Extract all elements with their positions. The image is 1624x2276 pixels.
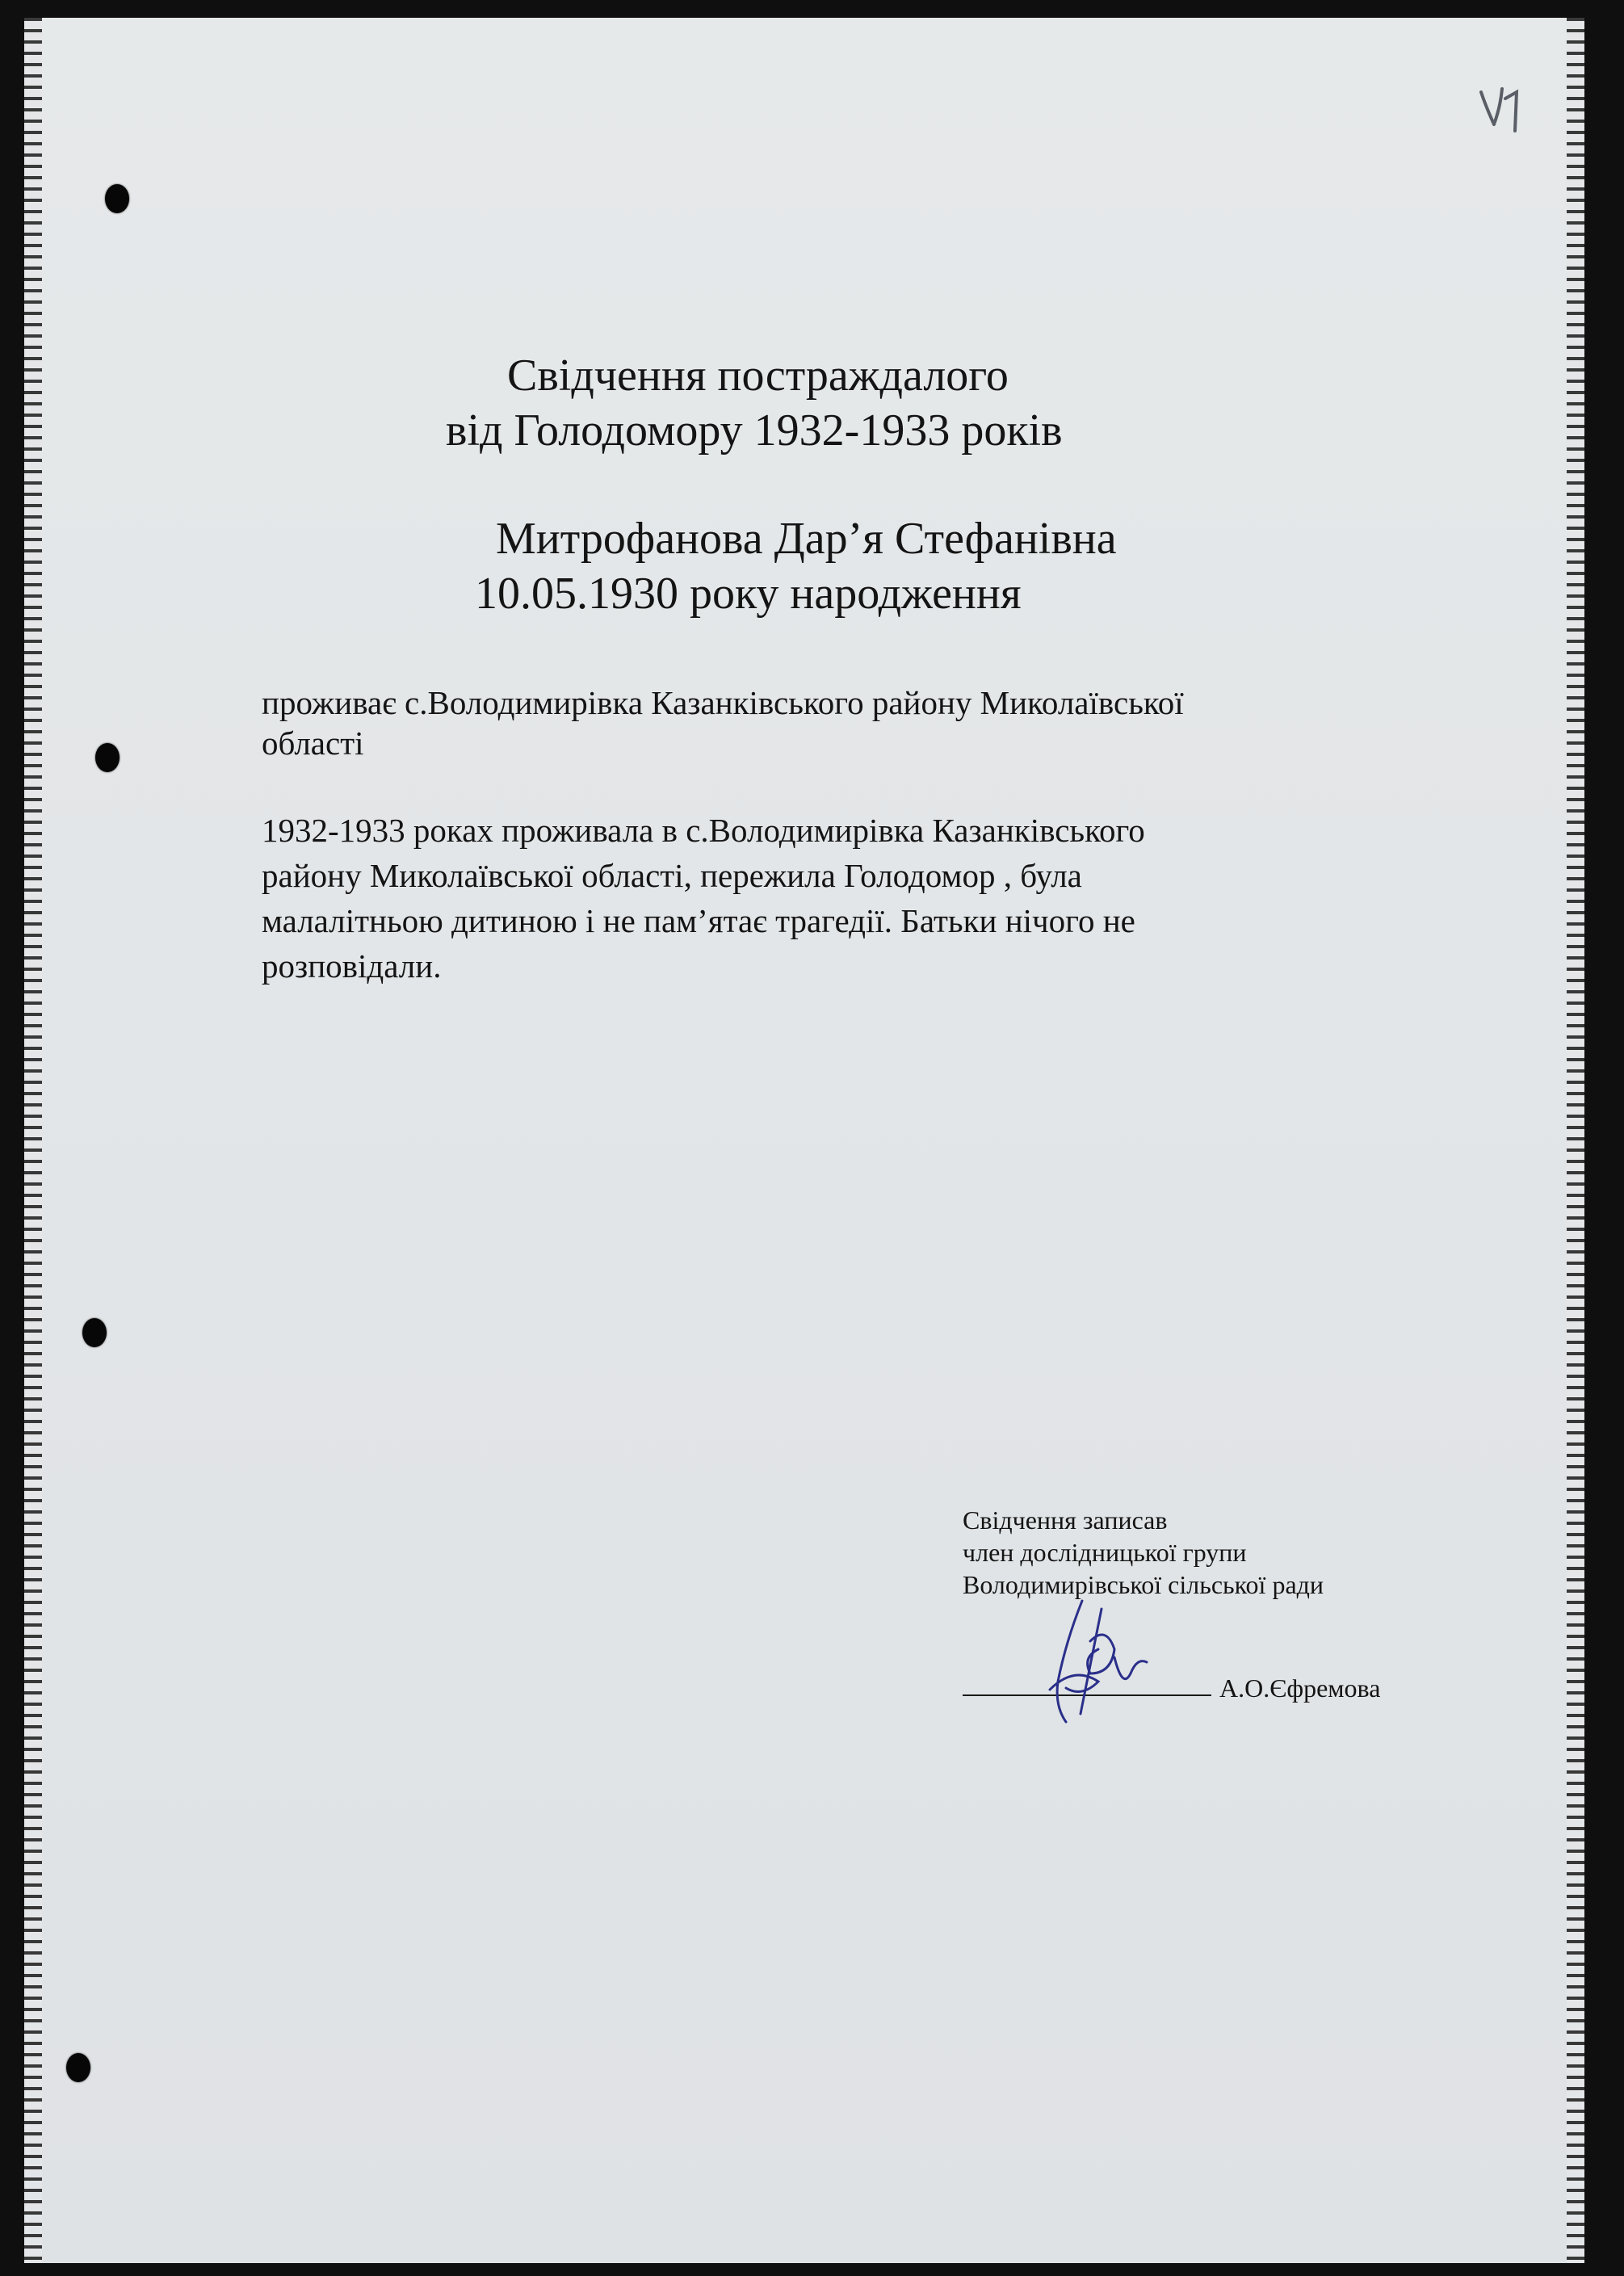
punch-hole — [95, 743, 120, 772]
archive-number-mark — [1470, 74, 1542, 147]
recorder-name: А.О.Єфремова — [1219, 1673, 1381, 1703]
title-line-1: Свідчення постраждалого — [507, 351, 1009, 401]
perforated-edge-left — [24, 18, 42, 2263]
witness-name: Митрофанова Дар’я Стефанівна — [496, 514, 1117, 564]
residence-line-1: проживає с.Володимирівка Казанківського району Миколаївської — [262, 684, 1184, 721]
title-line-2: від Голодомору 1932-1933 років — [446, 405, 1063, 456]
testimony-line-3: малалітньою дитиною і не пам’ятає трагедії. Батьки нічого не — [262, 902, 1135, 939]
testimony-line-1: 1932-1933 роках проживала в с.Володимирівка Казанківського — [262, 812, 1145, 849]
punch-hole — [105, 184, 129, 213]
handwritten-signature — [1034, 1593, 1155, 1730]
testimony-line-2: району Миколаївської області, пережила Голодомор , була — [262, 857, 1082, 894]
recorder-line-1: Свідчення записав — [963, 1505, 1168, 1535]
residence-line-2: області — [262, 724, 364, 762]
punch-hole — [82, 1318, 107, 1347]
testimony-line-4: розповідали. — [262, 947, 442, 985]
punch-hole — [66, 2053, 90, 2082]
recorder-line-2: член дослідницької групи — [963, 1538, 1247, 1567]
recorder-line-3: Володимирівської сільської ради — [963, 1570, 1324, 1599]
birth-date: 10.05.1930 року народження — [475, 569, 1022, 619]
paper-sheet — [24, 18, 1584, 2263]
perforated-edge-right — [1567, 18, 1584, 2263]
